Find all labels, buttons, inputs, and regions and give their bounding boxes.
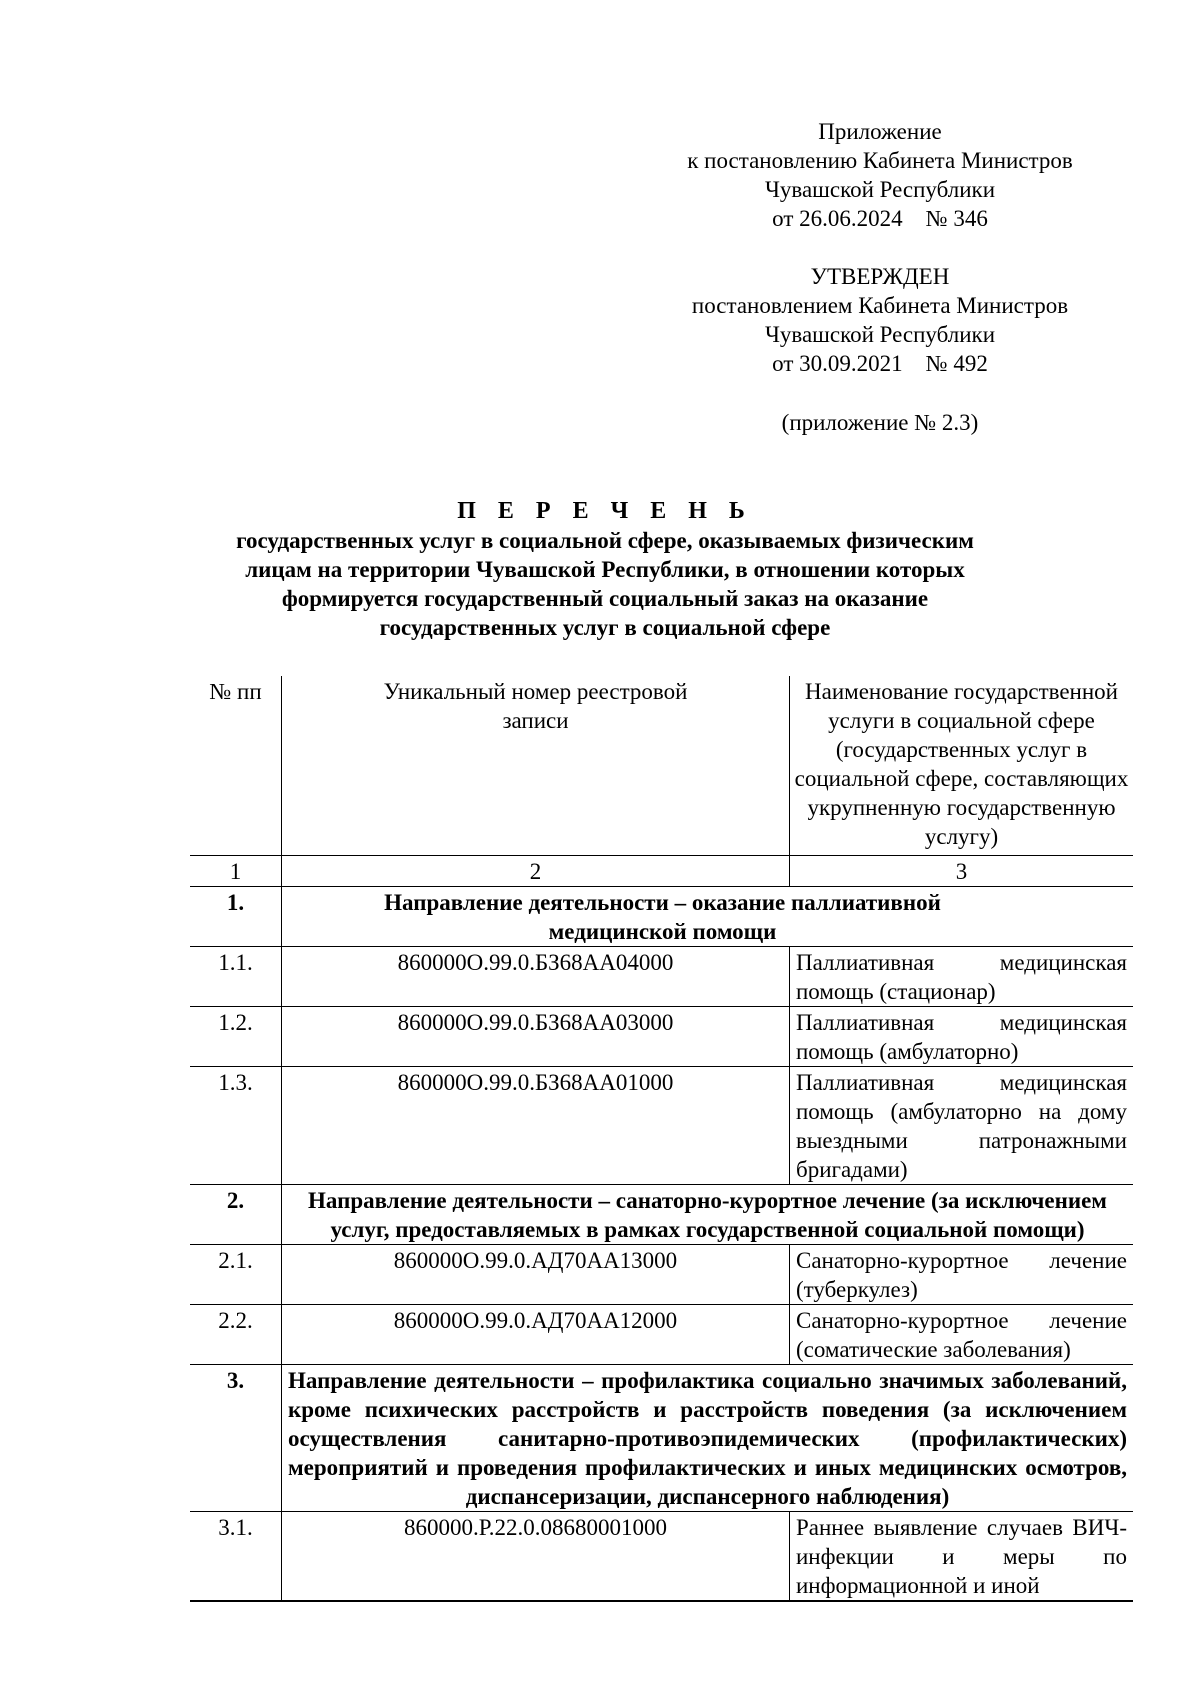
registry-code: 860000О.99.0.АД70АА12000 [282,1305,790,1365]
section-number: 2. [190,1185,282,1245]
document-title: П Е Р Е Ч Е Н Ь [457,498,753,524]
approved-line: УТВЕРЖДЕН [810,264,950,289]
section-title: Направление деятельности – оказание паллиативной медицинской помощи [282,887,1134,947]
column-number: 1 [190,856,282,887]
section-title: Направление деятельности – профилактика социально значимых заболеваний, кроме психических расстройств и расстройств поведения (за исключением осуществления санитарно-противоэпидемических (профилактических) мероприятий и проведения профилактических и иных медицинских осмотров, диспансеризации, диспансерного наблюдения) [282,1365,1134,1512]
header-service-name: Наименование государственной услуги в социальной сфере (государственных услуг в социальной сфере, составляющих укрупненную государственную услугу) [790,676,1134,856]
appendix-reference-text: (приложение № 2.3) [781,410,979,435]
appendix-line: к постановлению Кабинета Министров [687,148,1073,173]
section-row [190,887,1133,947]
service-name: Паллиативная медицинская помощь (амбулаторно на дому выездными патронажными бригадами) [790,1067,1134,1185]
approved-line: постановлением Кабинета Министров [691,293,1069,318]
document-subtitle-line: лицам на территории Чувашской Республики, в отношении которых [245,557,965,582]
service-name: Раннее выявление случаев ВИЧ-инфекции и меры по информационной и иной [790,1512,1134,1602]
column-number: 2 [282,856,790,887]
registry-code: 860000.Р.22.0.08680001000 [282,1512,790,1602]
approved-block [650,262,1110,378]
service-name: Паллиативная медицинская помощь (амбулаторно) [790,1007,1134,1067]
table-row [190,1067,1133,1185]
appendix-date-number: от 26.06.2024 № 346 [772,206,988,231]
header-registry-code: Уникальный номер реестровой записи [282,676,790,856]
document-title-block [180,497,1030,642]
table-header-row [190,676,1133,856]
column-number: 3 [790,856,1134,887]
table-row [190,1305,1133,1365]
row-number: 1.3. [190,1067,282,1185]
approved-date-number: от 30.09.2021 № 492 [772,351,988,376]
services-table [190,676,1133,1602]
registry-code: 860000О.99.0.АД70АА13000 [282,1245,790,1305]
section-number: 3. [190,1365,282,1512]
table-row [190,1245,1133,1305]
approved-line: Чувашской Республики [764,322,996,347]
table-row [190,1007,1133,1067]
row-number: 1.1. [190,947,282,1007]
service-name: Санаторно-курортное лечение (соматические заболевания) [790,1305,1134,1365]
registry-code: 860000О.99.0.БЗ68АА01000 [282,1067,790,1185]
document-subtitle-line: государственных услуг в социальной сфере [379,615,831,640]
table-row [190,947,1133,1007]
appendix-line: Приложение [818,119,942,144]
appendix-reference [650,408,1110,437]
header-number: № пп [190,676,282,856]
row-number: 3.1. [190,1512,282,1602]
section-row [190,1185,1133,1245]
section-number: 1. [190,887,282,947]
registry-code: 860000О.99.0.БЗ68АА03000 [282,1007,790,1067]
document-subtitle-line: государственных услуг в социальной сфере, оказываемых физическим [236,528,974,553]
column-numbers-row [190,856,1133,887]
service-name: Паллиативная медицинская помощь (стационар) [790,947,1134,1007]
section-title: Направление деятельности – санаторно-курортное лечение (за исключением услуг, предоставляемых в рамках государственной социальной помощи) [282,1185,1134,1245]
appendix-block [650,117,1110,233]
document-subtitle-line: формируется государственный социальный заказ на оказание [281,586,929,611]
row-number: 1.2. [190,1007,282,1067]
section-row [190,1365,1133,1512]
row-number: 2.2. [190,1305,282,1365]
service-name: Санаторно-курортное лечение (туберкулез) [790,1245,1134,1305]
registry-code: 860000О.99.0.БЗ68АА04000 [282,947,790,1007]
appendix-line: Чувашской Республики [764,177,996,202]
table-row [190,1512,1133,1602]
row-number: 2.1. [190,1245,282,1305]
